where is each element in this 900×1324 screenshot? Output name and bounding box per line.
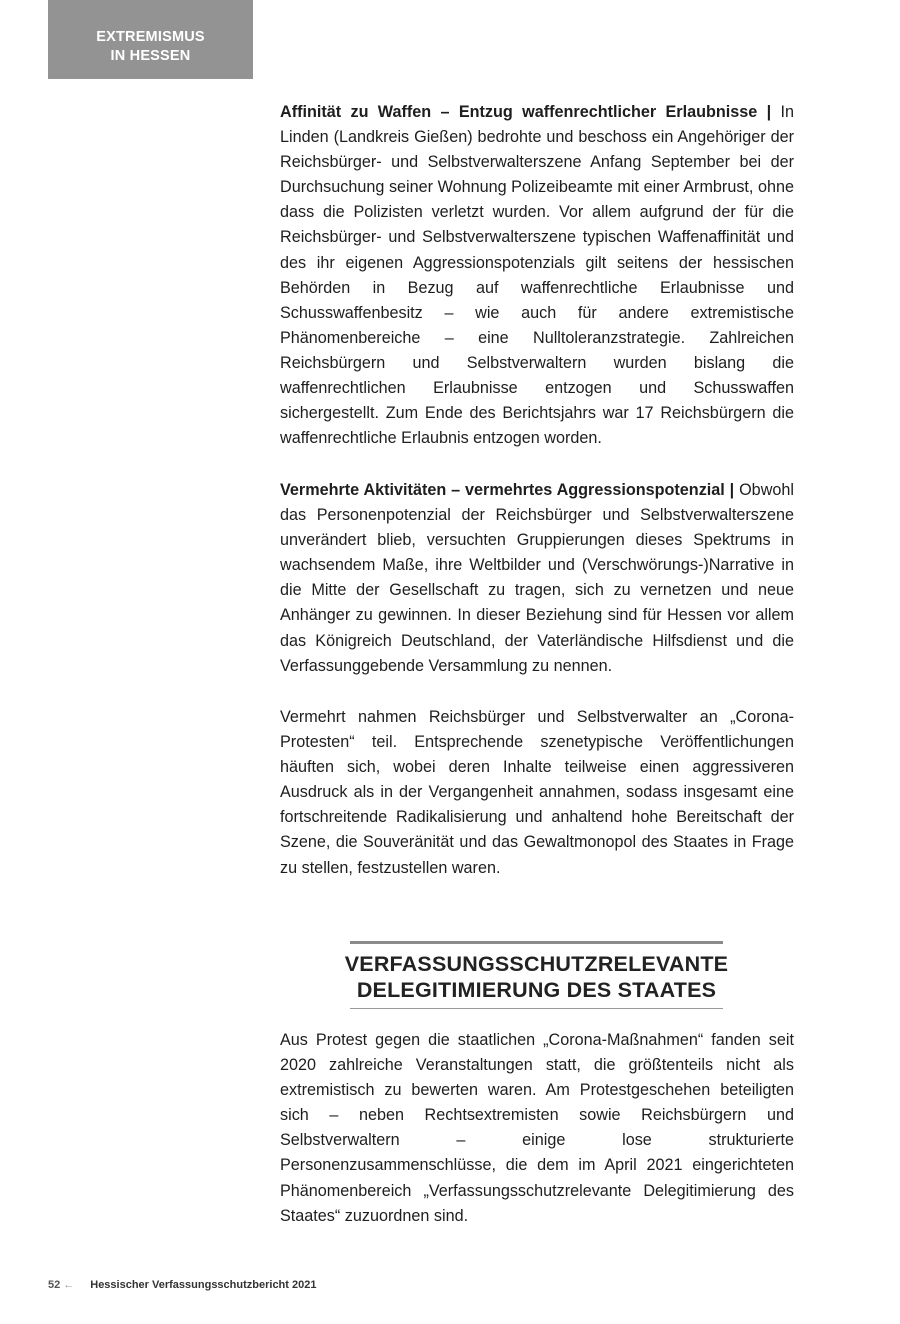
back-arrow-icon: ←	[63, 1279, 75, 1291]
chapter-tag-line1: EXTREMISMUS	[96, 29, 205, 45]
paragraph-text: Obwohl das Personenpotenzial der Reichsbürger und Selbstverwalterszene unverändert blieb, versuchten Gruppierungen dieses Spektrums in wachsendem Maße, ihre Weltbilder und (Verschwörungs-)Narrative in die Mitte der Gesellschaft zu tragen, sich zu vernetzen und neue Anhänger zu gewinnen. In dieser Beziehung sind für Hessen vor allem das Königreich Deutschland, der Vaterländische Hilfsdienst und die Verfassunggebende Versammlung zu nennen.	[280, 481, 794, 675]
paragraph-weapons-affinity	[280, 100, 794, 451]
paragraph-text: Vermehrt nahmen Reichsbürger und Selbstverwalter an „Corona-Protesten“ teil. Entsprechende szenetypische Veröffentlichungen häuften sich, wobei deren Inhalte teilweise einen aggressiveren Ausdruck als in der Vergangenheit annahmen, sodass insgesamt eine fortschreitende Radikalisierung und anhaltend hohe Bereitschaft der Szene, die Souveränität und das Gewaltmonopol des Staates in Frage zu stellen, festzustellen waren.	[280, 708, 794, 877]
chapter-tag	[48, 0, 253, 79]
paragraph-lead: Affinität zu Waffen – Entzug waffenrechtlicher Erlaubnisse |	[280, 103, 772, 121]
page-number: 52	[48, 1279, 61, 1291]
paragraph-corona-protests	[280, 705, 794, 881]
chapter-tag-line2: IN HESSEN	[110, 48, 191, 64]
section-heading-line1: VERFASSUNGSSCHUTZRELEVANTE	[344, 952, 729, 976]
heading-rule-bottom	[350, 1008, 723, 1009]
paragraph-lead: Vermehrte Aktivitäten – vermehrtes Aggressionspotenzial |	[280, 481, 735, 499]
paragraph-text: In Linden (Landkreis Gießen) bedrohte und beschoss ein Angehöriger der Reichsbürger- und Selbstverwalterszene Anfang September bei der Durchsuchung seiner Wohnung Polizeibeamte mit einer Armbrust, ohne dass die Polizisten verletzt wurden. Vor allem aufgrund der für die Reichsbürger- und Selbstverwalterszene typischen Waffenaffinität und des ihr eigenen Aggressionspotenzials gilt seitens der hessischen Behörden in Bezug auf waffenrechtliche Erlaubnisse und Schusswaffenbesitz – wie auch für andere extremistische Phänomenbereiche – eine Nulltoleranzstrategie. Zahlreichen Reichsbürgern und Selbstverwaltern wurden bislang die waffenrechtlichen Erlaubnisse entzogen und Schusswaffen sichergestellt. Zum Ende des Berichtsjahrs war 17 Reichsbürgern die waffenrechtliche Erlaubnis entzogen worden.	[280, 103, 794, 448]
section-heading	[340, 951, 733, 1003]
publication-title: Hessischer Verfassungsschutzbericht 2021	[90, 1279, 317, 1291]
heading-rule-top	[350, 941, 723, 944]
paragraph-delegitimization	[280, 1028, 794, 1229]
section-heading-line2: DELEGITIMIERUNG DES STAATES	[356, 978, 717, 1002]
paragraph-text: Aus Protest gegen die staatlichen „Corona-Maßnahmen“ fanden seit 2020 zahlreiche Veranstaltungen statt, die größtenteils nicht als extremistisch zu bewerten waren. Am Protestgeschehen beteiligten sich – neben Rechtsextremisten sowie Reichsbürgern und Selbstverwaltern – einige lose strukturierte Personenzusammenschlüsse, die dem im April 2021 eingerichteten Phänomenbereich „Verfassungsschutzrelevante Delegitimierung des Staates“ zuzuordnen sind.	[280, 1031, 794, 1225]
page-footer	[48, 1279, 316, 1291]
paragraph-increased-activities	[280, 478, 794, 679]
